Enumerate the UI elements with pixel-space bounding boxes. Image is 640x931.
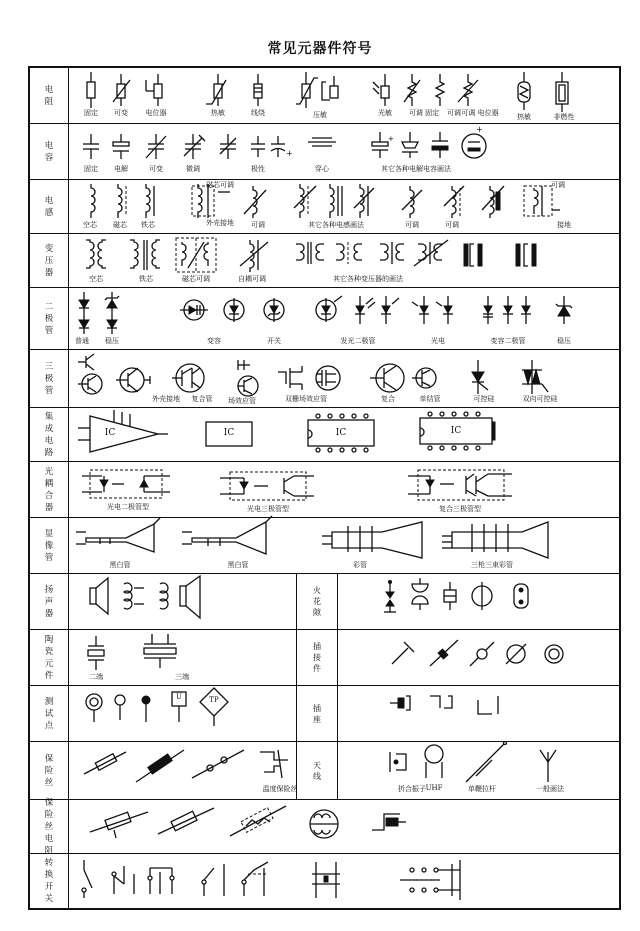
potentiometer-symbol	[146, 74, 162, 106]
row-fuse-resistor	[30, 797, 619, 856]
testpoint-tp-symbol	[200, 688, 228, 726]
row-label: 光耦合器	[30, 462, 69, 517]
caption: 光电	[431, 337, 445, 345]
adjustable-resistor-symbols	[404, 74, 478, 106]
air-core-transformer-symbol	[86, 240, 106, 268]
caption: 空芯	[83, 221, 97, 229]
caption: 其它各种电感画法	[308, 221, 364, 229]
adjustable-inductor-symbol	[244, 186, 266, 218]
optocoupler-symbols	[68, 462, 619, 517]
shielded-transformer-symbols	[464, 244, 536, 266]
fuse-resistor-symbols-drawing	[68, 800, 619, 853]
speaker-symbols-drawing	[68, 574, 619, 629]
other-inductor-symbols	[294, 184, 374, 218]
wirewound-resistor-symbol	[254, 74, 262, 106]
caption: 磁芯可调	[206, 181, 234, 189]
fuse-symbol-3	[192, 750, 244, 778]
caption: 可调	[405, 221, 419, 229]
amplifier-ic-symbol	[78, 410, 168, 452]
caption: 黑白管	[109, 561, 131, 569]
sub-row-label: 插座	[296, 686, 338, 741]
testpoint-symbols	[68, 686, 619, 741]
bjt-symbols	[78, 354, 102, 394]
caption: 可调	[447, 109, 461, 117]
crt-symbols-drawing	[68, 518, 619, 573]
scr-symbol	[472, 360, 488, 394]
photodiode-optocoupler-symbol	[82, 470, 170, 498]
caption: 线绕	[251, 109, 265, 117]
spdt-switch-symbol	[112, 866, 134, 894]
row-label: 陶瓷元件	[30, 630, 69, 685]
row-label: 电感	[30, 180, 69, 233]
speaker-symbols	[68, 574, 619, 629]
speaker-coil-symbol	[124, 583, 144, 609]
row-ic	[30, 408, 619, 462]
caption: 磁芯	[113, 221, 127, 229]
caption: 二端	[89, 673, 103, 681]
row-capacitor	[30, 124, 619, 180]
varactor-diode-symbol-2	[224, 298, 244, 322]
row-ceramic	[30, 630, 619, 686]
caption: 接地	[557, 221, 571, 229]
svg-text:+: +	[476, 125, 483, 134]
caption: 双向可控硅	[522, 395, 558, 403]
bw-crt-symbol-2	[182, 516, 272, 554]
two-terminal-ceramic-symbol	[88, 636, 104, 670]
socket-symbols	[390, 696, 498, 714]
color-crt-symbol	[322, 522, 422, 558]
phototransistor-optocoupler-symbol	[220, 472, 314, 500]
caption: 电位器	[145, 109, 167, 117]
fuse-resistor-symbol-3	[230, 806, 286, 836]
ic-symbols	[68, 408, 619, 461]
fuse-resistor-symbol	[90, 812, 148, 838]
caption: 极性	[251, 165, 265, 173]
caption: 电解	[114, 165, 128, 173]
row-label: 二极管	[30, 288, 69, 349]
polarized-capacitor-symbol	[251, 136, 293, 158]
variable-capacitor-symbol	[146, 134, 166, 159]
other-electrolytic-capacitor-symbols	[372, 125, 486, 158]
rotary-switch-symbol	[400, 860, 460, 900]
caption: 空芯	[89, 275, 103, 283]
testpoint-tp-label: TP	[209, 696, 219, 704]
caption: 铁芯	[141, 221, 155, 229]
photoresistor-symbol	[373, 74, 389, 106]
ic-label: IC	[104, 428, 116, 438]
adjustable-core-transformer-symbol	[176, 238, 216, 272]
caption: 其它各种变压器的画法	[333, 275, 403, 283]
row-speaker	[30, 574, 619, 630]
caption: 非燃性	[553, 113, 575, 121]
testpoint-ring-symbol	[86, 694, 102, 722]
push-button-switch-symbol	[312, 862, 340, 898]
svg-text:+: +	[286, 149, 293, 158]
nonflammable-resistor-symbol	[556, 72, 568, 112]
caption: 变容	[207, 337, 221, 345]
connector-symbols	[392, 640, 563, 666]
switching-diode-symbol	[264, 298, 284, 322]
switch-symbols	[68, 854, 619, 908]
switch-symbols-drawing	[68, 854, 619, 908]
row-diode	[30, 288, 619, 350]
sub-row-label: 天线	[296, 742, 338, 799]
trimmer-capacitor-symbol-2	[220, 134, 236, 159]
sub-row-label: 火花隙	[296, 574, 338, 629]
symbol-table	[28, 66, 621, 910]
row-label: 显像管	[30, 518, 69, 573]
caption: 复合管	[191, 395, 213, 403]
caption: 热敏	[517, 113, 531, 121]
fuse-resistor-circle-symbol	[310, 810, 338, 838]
row-testpoint	[30, 686, 619, 742]
caption: 变容二极管	[490, 337, 526, 345]
caption: 可调 固定	[408, 109, 440, 117]
iron-core-transformer-symbol	[130, 240, 160, 270]
grounded-case-transistor-symbol	[116, 368, 150, 392]
led-symbols	[316, 296, 399, 324]
transformer-symbols	[68, 234, 619, 287]
dual-gate-fet-symbols	[278, 366, 340, 390]
caption: 折合振子	[398, 785, 426, 793]
row-resistor	[30, 68, 619, 124]
iron-core-inductor-symbol	[146, 184, 154, 218]
darlington-transistor-symbol	[172, 364, 204, 392]
row-crt	[30, 518, 619, 574]
caption: 光电三极管型	[247, 505, 289, 513]
row-label: 三极管	[30, 350, 69, 407]
ujt-symbol	[412, 368, 436, 388]
caption: 三枪三束彩管	[471, 561, 513, 569]
caption: 铁芯	[139, 275, 153, 283]
caption: UHF	[425, 784, 443, 792]
caption: 单鞭拉杆	[468, 785, 496, 793]
caption: 可调	[445, 221, 459, 229]
caption: 稳压	[105, 337, 119, 345]
ic-label: IC	[450, 426, 462, 436]
caption: 普通	[75, 337, 89, 345]
caption: 固定	[84, 109, 98, 117]
varactor-diode-symbol	[180, 300, 208, 320]
photodiode-symbols	[412, 296, 453, 324]
adjustable-inductor-symbols-2	[402, 186, 504, 218]
caption: 可调 电位器	[461, 109, 499, 117]
sub-row-label: 插接件	[296, 630, 338, 685]
caption: 温度保险丝	[262, 785, 298, 793]
testpoint-filled-symbol	[142, 696, 150, 722]
caption: 一般画法	[536, 785, 564, 793]
composite-transistor-symbol	[370, 364, 404, 392]
optocoupler-symbols-drawing	[68, 462, 619, 517]
caption: 磁芯可调	[182, 275, 210, 283]
row-label: 变压器	[30, 234, 69, 287]
thermistor-symbol	[206, 74, 226, 106]
speaker-symbol	[90, 578, 108, 614]
row-transformer	[30, 234, 619, 288]
caption: 三端	[175, 673, 189, 681]
magnetic-core-inductor-symbol	[118, 184, 126, 218]
fixed-capacitor-symbol	[83, 134, 99, 159]
ceramic-symbols	[68, 630, 619, 685]
spst-switch-symbol	[82, 860, 92, 898]
speaker-coil-symbol-2	[160, 583, 168, 609]
page-title: 常见元器件符号	[267, 41, 373, 57]
grounded-inductor-symbol	[524, 186, 560, 216]
fuse-symbols	[68, 742, 619, 799]
varactor-diode-symbols-3	[483, 296, 531, 324]
caption: 其它各种电解电容画法	[381, 165, 451, 173]
dpdt-switch-symbol	[148, 868, 174, 894]
row-label: 集成电路	[30, 408, 69, 461]
air-core-inductor-symbol	[91, 184, 95, 218]
caption: 场效应管	[228, 397, 256, 405]
caption: 复合	[381, 395, 395, 403]
heat-resistor-symbol	[518, 72, 530, 110]
row-triode	[30, 350, 619, 408]
caption: 固定	[84, 165, 98, 173]
varistor-symbol	[296, 72, 338, 108]
caption: 黑白管	[227, 561, 249, 569]
caption: 外壳接地	[206, 219, 234, 227]
variable-resistor-symbol	[113, 74, 130, 106]
row-optocoupler	[30, 462, 619, 518]
row-label: 测试点	[30, 686, 69, 741]
fuse-symbol-2	[136, 750, 184, 782]
darlington-optocoupler-symbol	[408, 470, 512, 500]
fixed-resistor-symbol	[87, 72, 95, 108]
spark-gap-symbols	[384, 578, 528, 612]
caption: 外壳接地	[152, 395, 180, 403]
triac-symbol	[522, 360, 548, 394]
fuse-resistor-switch-symbol	[372, 814, 406, 830]
row-inductor	[30, 180, 619, 234]
caption: 复合三极管型	[439, 505, 481, 513]
caption: 热敏	[211, 109, 225, 117]
bw-crt-symbol	[76, 518, 160, 552]
resistor-symbols	[68, 68, 619, 123]
ic-label: IC	[335, 428, 347, 438]
row-label: 保险丝	[30, 742, 69, 799]
thermal-fuse-symbol	[260, 750, 288, 778]
caption: 自耦可调	[238, 275, 266, 283]
trimmer-capacitor-symbol	[184, 134, 205, 159]
caption: 可调	[551, 181, 565, 189]
row-label: 转换开关	[30, 854, 69, 908]
crt-symbols	[68, 518, 619, 573]
caption: 微调	[186, 165, 200, 173]
transistor-symbols	[68, 350, 619, 407]
diode-symbol	[79, 292, 89, 334]
caption: 单结管	[419, 395, 441, 403]
toggle-switch-symbols	[202, 862, 268, 896]
testpoint-symbols-drawing	[68, 686, 619, 741]
caption: 光敏	[378, 109, 392, 117]
caption: 光电二极管型	[107, 503, 149, 511]
caption: 穿心	[315, 165, 329, 173]
capacitor-symbols	[68, 124, 619, 179]
testpoint-u-label: U	[176, 693, 182, 701]
autotransformer-symbol	[240, 240, 268, 272]
row-switch	[30, 854, 619, 908]
speaker-symbol-2	[180, 576, 200, 618]
other-transformer-symbols	[296, 240, 448, 266]
row-label: 保险丝电阻	[30, 800, 69, 853]
antenna-symbols	[390, 742, 556, 783]
fuse-resistor-symbol-2	[158, 808, 214, 834]
caption: 可变	[149, 165, 163, 173]
caption: 发光二极管	[340, 337, 376, 345]
caption: 压敏	[313, 111, 327, 119]
ic-label: IC	[223, 428, 235, 438]
fuse-resistor-symbols	[68, 800, 619, 853]
electrolytic-capacitor-symbol	[113, 134, 129, 159]
fet-symbols	[238, 360, 258, 396]
zener-diode-symbol	[105, 292, 119, 334]
caption: 双栅场效应管	[285, 395, 327, 403]
diode-symbols	[68, 288, 619, 349]
row-label: 电容	[30, 124, 69, 179]
caption: 稳压	[557, 337, 571, 345]
three-terminal-ceramic-symbol	[144, 634, 176, 668]
svg-text:+: +	[388, 135, 394, 143]
caption: 可变	[114, 109, 128, 117]
row-label: 扬声器	[30, 574, 69, 629]
inductor-symbols	[68, 180, 619, 233]
tri-gun-crt-symbol	[442, 522, 548, 558]
caption: 彩管	[353, 561, 367, 569]
caption: 可调	[251, 221, 265, 229]
row-label: 电阻	[30, 68, 69, 123]
zener-diode-symbol-2	[556, 296, 572, 324]
testpoint-dot-symbol	[115, 695, 125, 720]
ceramic-symbols-drawing	[68, 630, 619, 685]
caption: 开关	[267, 337, 281, 345]
row-fuse	[30, 742, 619, 800]
caption: 可控硅	[473, 395, 495, 403]
fuse-symbol	[84, 752, 126, 774]
feedthrough-capacitor-symbol	[308, 138, 336, 146]
